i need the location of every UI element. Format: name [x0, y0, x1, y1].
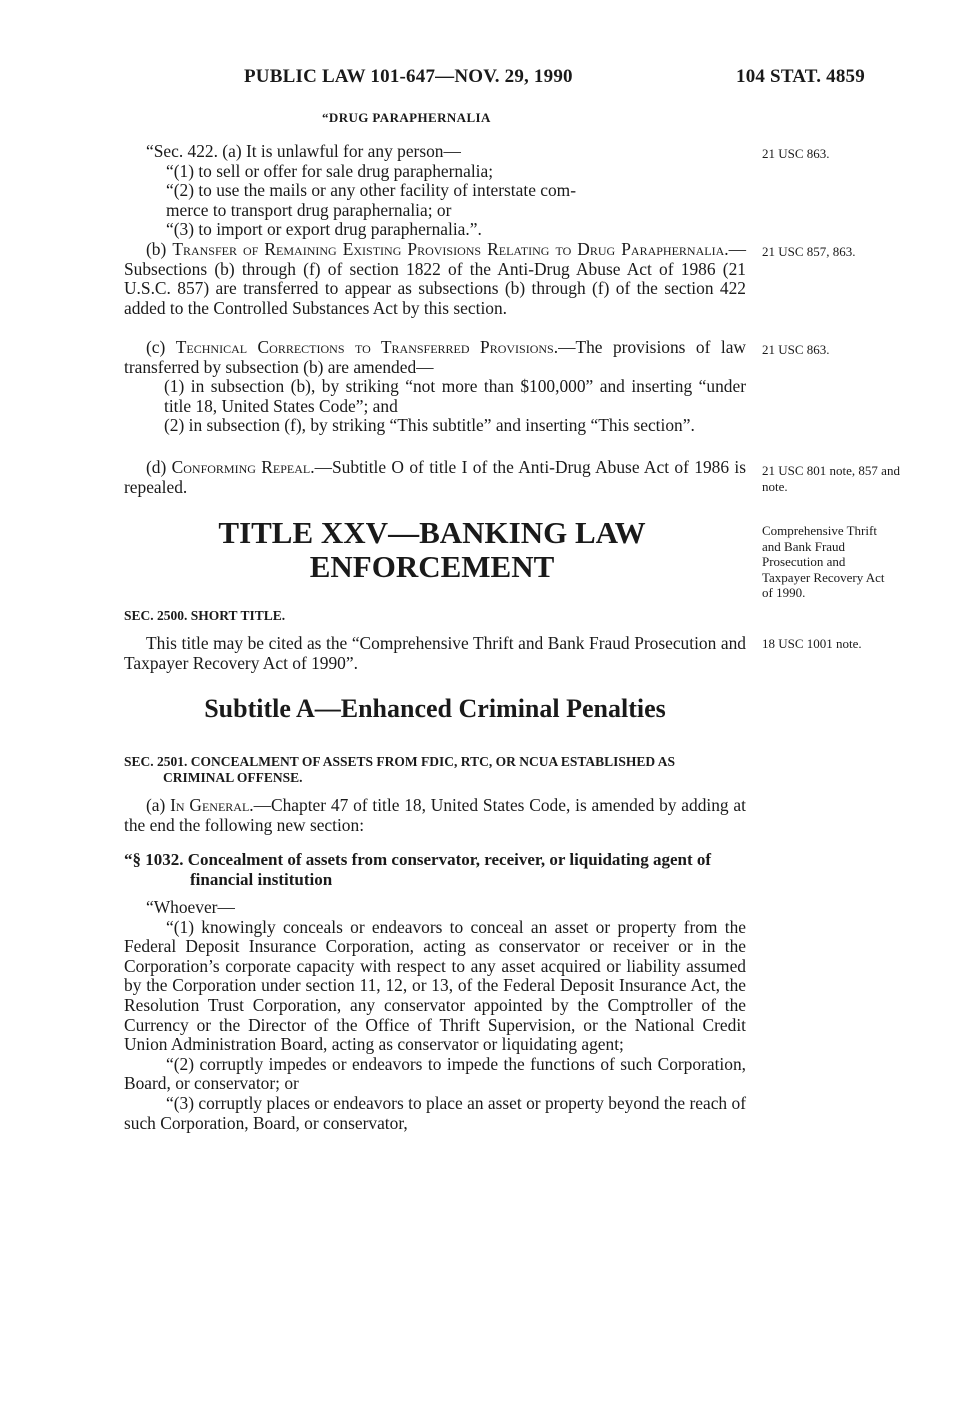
- running-header-right: 104 STAT. 4859: [736, 66, 865, 87]
- sec-2501-a-label: (a): [146, 795, 166, 815]
- section-1032-heading-text: “§ 1032. Concealment of assets from conservator, receiver, or liquidating agent of financial institution: [124, 850, 712, 889]
- sec-422-item-1: “(1) to sell or offer for sale drug paraphernalia;: [166, 160, 494, 181]
- sec-2500-heading: SEC. 2500. SHORT TITLE.: [124, 608, 286, 623]
- title-xxv-line-2: ENFORCEMENT: [309, 549, 555, 584]
- drug-paraphernalia-heading: “DRUG PARAPHERNALIA: [322, 110, 491, 125]
- subsection-c-item-1: (1) in subsection (b), by striking “not more than $100,000” and inserting “under title 18, United States Code”; and: [164, 376, 746, 416]
- subsection-b: [124, 240, 746, 318]
- section-1032-whoever: “Whoever—: [146, 897, 235, 917]
- subsection-c-item-2: (2) in subsection (f), by striking “This subtitle” and inserting “This section”.: [164, 415, 695, 436]
- subsection-d: [124, 458, 746, 497]
- margin-note-3: 21 USC 863.: [762, 342, 830, 357]
- sec-2500-body: [124, 634, 746, 673]
- subsection-d-heading: Conforming Repeal.: [171, 457, 315, 477]
- subsection-c: [124, 338, 746, 436]
- subsection-b-heading: Transfer of Remaining Existing Provisions Relating to Drug Paraphernalia.: [172, 239, 729, 259]
- sec-2501-a-heading: In General.: [170, 795, 254, 815]
- sec-422-lead: “Sec. 422. (a) It is unlawful for any person—: [146, 141, 461, 161]
- sec-2501-heading-text: SEC. 2501. CONCEALMENT OF ASSETS FROM FDIC, RTC, OR NCUA ESTABLISHED AS CRIMINAL OFFENSE.: [124, 754, 676, 785]
- title-xxv-heading: [170, 516, 694, 584]
- margin-note-2: 21 USC 857, 863.: [762, 244, 856, 259]
- sec-422-item-2a: “(2) to use the mails or any other facility of interstate com-: [166, 180, 576, 201]
- subsection-c-text: —The provisions of law transferred by subsection (b) are amended—: [124, 337, 746, 377]
- section-1032-heading: [124, 850, 746, 889]
- subsection-c-heading: Technical Corrections to Transferred Provisions.: [175, 337, 559, 357]
- subsection-d-label: (d): [146, 457, 167, 477]
- sec-2500-text: This title may be cited as the “Comprehensive Thrift and Bank Fraud Prosecution and Taxpayer Recovery Act of 1990”.: [124, 633, 746, 673]
- sec-2501-heading: [124, 754, 746, 786]
- sec-422-item-2b: merce to transport drug paraphernalia; or: [166, 199, 452, 220]
- margin-note-4: 21 USC 801 note, 857 and note.: [762, 463, 900, 494]
- subsection-c-label: (c): [146, 337, 166, 357]
- margin-note-5: Comprehensive Thrift and Bank Fraud Prosecution and Taxpayer Recovery Act of 1990.: [762, 523, 885, 600]
- sec-422-block: [124, 142, 746, 240]
- running-header-left: PUBLIC LAW 101-647—NOV. 29, 1990: [244, 66, 573, 87]
- subsection-b-text: —Subsections (b) through (f) of section 1822 of the Anti-Drug Abuse Act of 1986 (21 U.S.C. 857) are transferred to appear as subsections (b) through (f) of the section 422 added to the Controlled Substances Act by this section.: [124, 239, 746, 318]
- sec-2501-a-text: —Chapter 47 of title 18, United States Code, is amended by adding at the end the following new section:: [124, 795, 746, 835]
- sec-422-item-3: “(3) to import or export drug paraphernalia.”.: [166, 219, 482, 240]
- margin-note-1: 21 USC 863.: [762, 146, 830, 161]
- section-1032-body: [124, 898, 746, 1133]
- section-1032-para-1: “(1) knowingly conceals or endeavors to conceal an asset or property from the Federal Deposit Insurance Corporation, acting as conservator or receiver or in the Corporation’s corporate capacity with respect to any asset acquired or liability assumed by the Corporation under section 11, 12, or 13, of the Federal Deposit Insurance Act, the Resolution Trust Corporation, any conservator appointed by the Comptroller of the Currency or the Director of the Office of Thrift Supervision, or the National Credit Union Administration Board, acting as conservator or liquidating agent;: [124, 916, 746, 1055]
- title-xxv-line-1: TITLE XXV—BANKING LAW: [218, 515, 646, 550]
- subsection-d-text: —Subtitle O of title I of the Anti-Drug Abuse Act of 1986 is repealed.: [124, 457, 746, 497]
- section-1032-para-2: “(2) corruptly impedes or endeavors to impede the functions of such Corporation, Board, or conservator; or: [124, 1053, 746, 1094]
- section-1032-para-3: “(3) corruptly places or endeavors to place an asset or property beyond the reach of such Corporation, Board, or conservator,: [124, 1092, 746, 1133]
- subtitle-a-heading: Subtitle A—Enhanced Criminal Penalties: [204, 694, 666, 723]
- subsection-b-label: (b): [146, 239, 167, 259]
- sec-2501-a: [124, 796, 746, 835]
- margin-note-6: 18 USC 1001 note.: [762, 636, 862, 651]
